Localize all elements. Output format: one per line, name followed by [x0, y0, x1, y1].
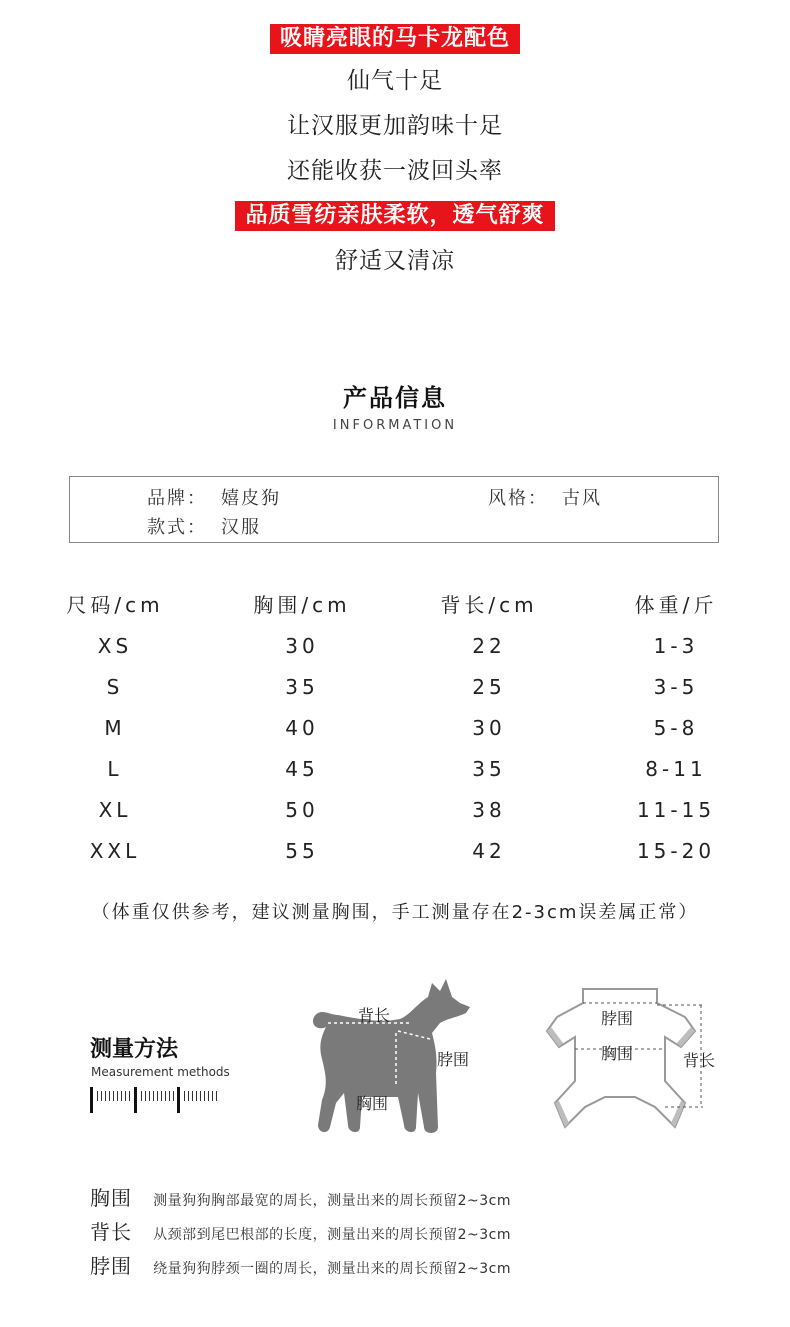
product-info-box	[69, 476, 719, 543]
chest-cell: 45	[285, 757, 319, 781]
header-back: 背长/cm	[440, 593, 538, 617]
definition-term: 背长	[90, 1220, 132, 1244]
definition-term: 脖围	[90, 1254, 132, 1278]
banner-quality	[0, 201, 790, 231]
weight-cell: 5-8	[653, 716, 699, 740]
back-cell: 22	[472, 634, 506, 658]
back-cell: 38	[472, 798, 506, 822]
weight-cell: 11-15	[636, 798, 716, 822]
weight-cell: 3-5	[653, 675, 699, 699]
dog-back-label: 背长	[358, 1006, 391, 1025]
intro-line-2: 让汉服更加韵味十足	[287, 113, 503, 139]
back-cell: 30	[472, 716, 506, 740]
definition-row	[90, 1216, 511, 1245]
style-row	[488, 484, 602, 510]
intro-line-1: 仙气十足	[347, 68, 443, 94]
table-row	[0, 756, 790, 782]
type-label: 款式：	[147, 517, 207, 538]
definition-text: 绕量狗狗脖颈一圈的周长，测量出来的周长预留2~3cm	[153, 1261, 511, 1277]
garment-chest-label: 胸围	[601, 1044, 634, 1063]
size-cell: XXL	[89, 839, 141, 863]
intro-line-4: 舒适又清凉	[335, 248, 455, 274]
back-cell: 25	[472, 675, 506, 699]
definition-term: 胸围	[90, 1186, 132, 1210]
type-row	[147, 513, 261, 539]
weight-cell: 8-11	[645, 757, 707, 781]
size-cell: XL	[98, 798, 132, 822]
definition-text: 测量狗狗胸部最宽的周长，测量出来的周长预留2~3cm	[153, 1193, 511, 1209]
banner-quality-text: 品质雪纺亲肤柔软，透气舒爽	[235, 201, 554, 231]
brand-label: 品牌：	[147, 488, 207, 509]
style-value: 古风	[562, 488, 602, 509]
garment-neck-label: 脖围	[601, 1009, 634, 1028]
chest-cell: 55	[285, 839, 319, 863]
table-row	[0, 838, 790, 864]
banner-colors	[0, 24, 790, 54]
table-row	[0, 674, 790, 700]
chest-cell: 50	[285, 798, 319, 822]
intro-line-3: 还能收获一波回头率	[287, 158, 503, 184]
size-cell: XS	[97, 634, 133, 658]
header-size: 尺码/cm	[66, 593, 164, 617]
size-cell: S	[106, 675, 124, 699]
dog-chest-label: 胸围	[356, 1094, 389, 1113]
style-label: 风格：	[488, 488, 548, 509]
table-row	[0, 797, 790, 823]
ruler-icon	[90, 1087, 222, 1115]
brand-value: 嬉皮狗	[221, 488, 281, 509]
definition-row	[90, 1250, 511, 1279]
definition-text: 从颈部到尾巴根部的长度，测量出来的周长预留2~3cm	[153, 1227, 511, 1243]
weight-cell: 1-3	[653, 634, 699, 658]
definition-row	[90, 1182, 511, 1211]
weight-note: （体重仅供参考，建议测量胸围，手工测量存在2-3cm误差属正常）	[91, 902, 699, 923]
section-subtitle-information: INFORMATION	[332, 418, 458, 433]
table-row	[0, 633, 790, 659]
size-cell: L	[107, 757, 123, 781]
header-chest: 胸围/cm	[253, 593, 351, 617]
weight-cell: 15-20	[636, 839, 716, 863]
chest-cell: 35	[285, 675, 319, 699]
header-weight: 体重/斤	[634, 593, 718, 617]
measure-title: 测量方法	[90, 1037, 179, 1062]
dog-neck-label: 脖围	[437, 1050, 470, 1069]
brand-row	[147, 484, 281, 510]
table-row	[0, 715, 790, 741]
garment-back-label: 背长	[683, 1051, 716, 1070]
type-value: 汉服	[221, 517, 261, 538]
size-cell: M	[104, 716, 126, 740]
banner-colors-text: 吸睛亮眼的马卡龙配色	[270, 24, 520, 54]
section-title-product-info: 产品信息	[343, 384, 447, 412]
chest-cell: 30	[285, 634, 319, 658]
measure-subtitle: Measurement methods	[91, 1065, 230, 1079]
size-table	[0, 592, 790, 877]
chest-cell: 40	[285, 716, 319, 740]
back-cell: 42	[472, 839, 506, 863]
back-cell: 35	[472, 757, 506, 781]
